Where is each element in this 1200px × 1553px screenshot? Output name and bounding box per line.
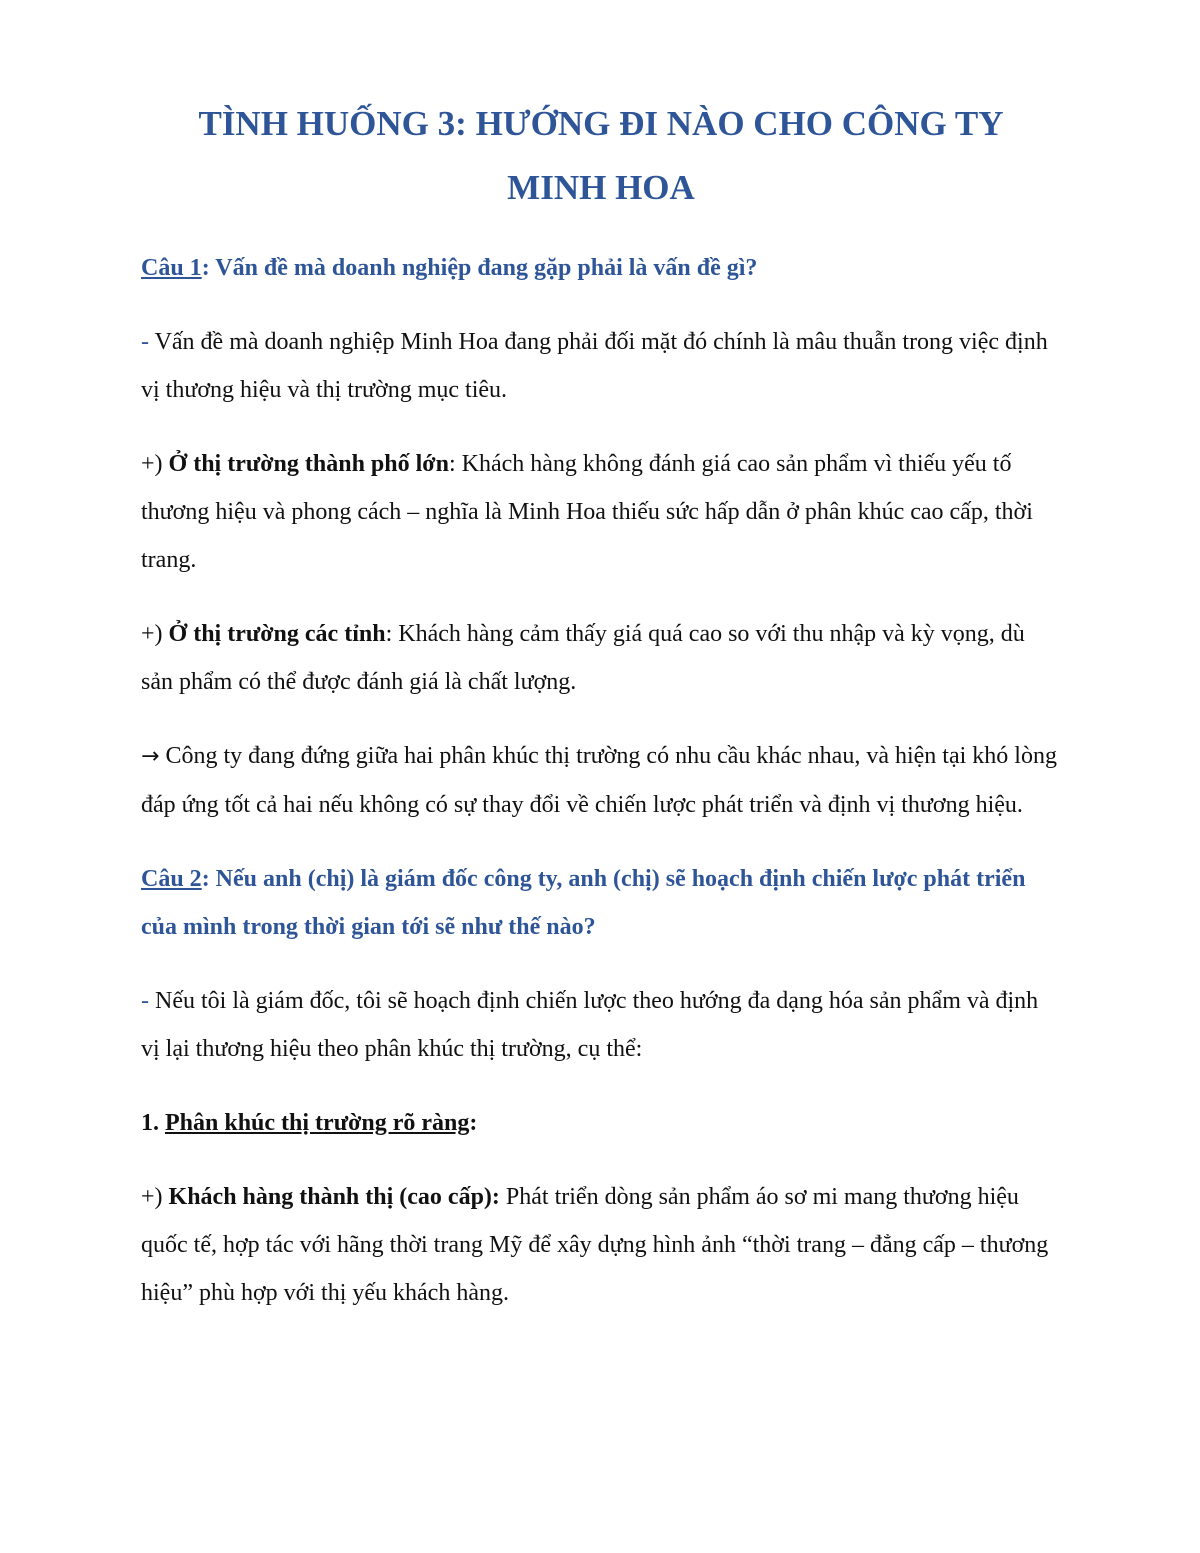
answer-2-text: Nếu tôi là giám đốc, tôi sẽ hoạch định chiến lược theo hướng đa dạng hóa sản phẩm và định vị lại thương hiệu theo phân khúc thị trường, cụ thể: <box>141 988 1039 1062</box>
question-2-text: : Nếu anh (chị) là giám đốc công ty, anh (chị) sẽ hoạch định chiến lược phát triển của mình trong thời gian tới sẽ như thế nào? <box>141 866 1026 940</box>
conclusion-text: Công ty đang đứng giữa hai phân khúc thị trường có nhu cầu khác nhau, và hiện tại khó lòng đáp ứng tốt cả hai nếu không có sự thay đổi về chiến lược phát triển và định vị thương hiệu. <box>141 743 1057 818</box>
answer-2-point-urban <box>141 1173 1061 1317</box>
answer-1-point-province <box>141 610 1061 706</box>
answer-1-text: Vấn đề mà doanh nghiệp Minh Hoa đang phải đối mặt đó chính là mâu thuẫn trong việc định vị thương hiệu và thị trường mục tiêu. <box>141 329 1048 403</box>
arrow-right-icon: → <box>141 744 160 769</box>
point-province-prefix: +) <box>141 621 169 647</box>
answer-1-point-city <box>141 440 1061 584</box>
question-2 <box>141 855 1061 951</box>
answer-1-paragraph <box>141 318 1061 414</box>
question-2-label: Câu 2 <box>141 866 202 892</box>
point-urban-heading: Khách hàng thành thị (cao cấp): <box>168 1184 500 1210</box>
point-province-heading: Ở thị trường các tỉnh <box>168 621 386 647</box>
point-city-prefix: +) <box>141 451 169 477</box>
document-title <box>141 92 1061 220</box>
title-line-2: MINH HOA <box>507 168 695 207</box>
answer-1-dash: - <box>141 329 149 355</box>
question-1 <box>141 244 1061 292</box>
document-page <box>141 92 1061 1343</box>
point-urban-prefix: +) <box>141 1184 169 1210</box>
point-city-text: : Khách hàng không đánh giá cao sản phẩm vì thiếu yếu tố thương hiệu và phong cách – nghĩa là Minh Hoa thiếu sức hấp dẫn ở phân khúc cao cấp, thời trang. <box>141 451 1033 573</box>
point-city-heading: Ở thị trường thành phố lớn <box>168 451 449 477</box>
section-1-title: Phân khúc thị trường rõ ràng <box>165 1110 470 1136</box>
answer-2-dash: - <box>141 988 149 1014</box>
section-1-heading <box>141 1099 1061 1147</box>
section-1-colon: : <box>469 1110 478 1136</box>
title-line-1: TÌNH HUỐNG 3: HƯỚNG ĐI NÀO CHO CÔNG TY <box>198 104 1004 143</box>
question-1-text: : Vấn đề mà doanh nghiệp đang gặp phải là vấn đề gì? <box>201 255 758 281</box>
section-1-number: 1. <box>141 1110 165 1136</box>
answer-1-conclusion <box>141 732 1061 829</box>
point-province-text: : Khách hàng cảm thấy giá quá cao so với thu nhập và kỳ vọng, dù sản phẩm có thể được đánh giá là chất lượng. <box>141 621 1025 695</box>
point-urban-text: Phát triển dòng sản phẩm áo sơ mi mang thương hiệu quốc tế, hợp tác với hãng thời trang Mỹ để xây dựng hình ảnh “thời trang – đẳng cấp – thương hiệu” phù hợp với thị yếu khách hàng. <box>141 1184 1049 1306</box>
question-1-label: Câu 1 <box>141 255 202 281</box>
answer-2-paragraph <box>141 977 1061 1073</box>
